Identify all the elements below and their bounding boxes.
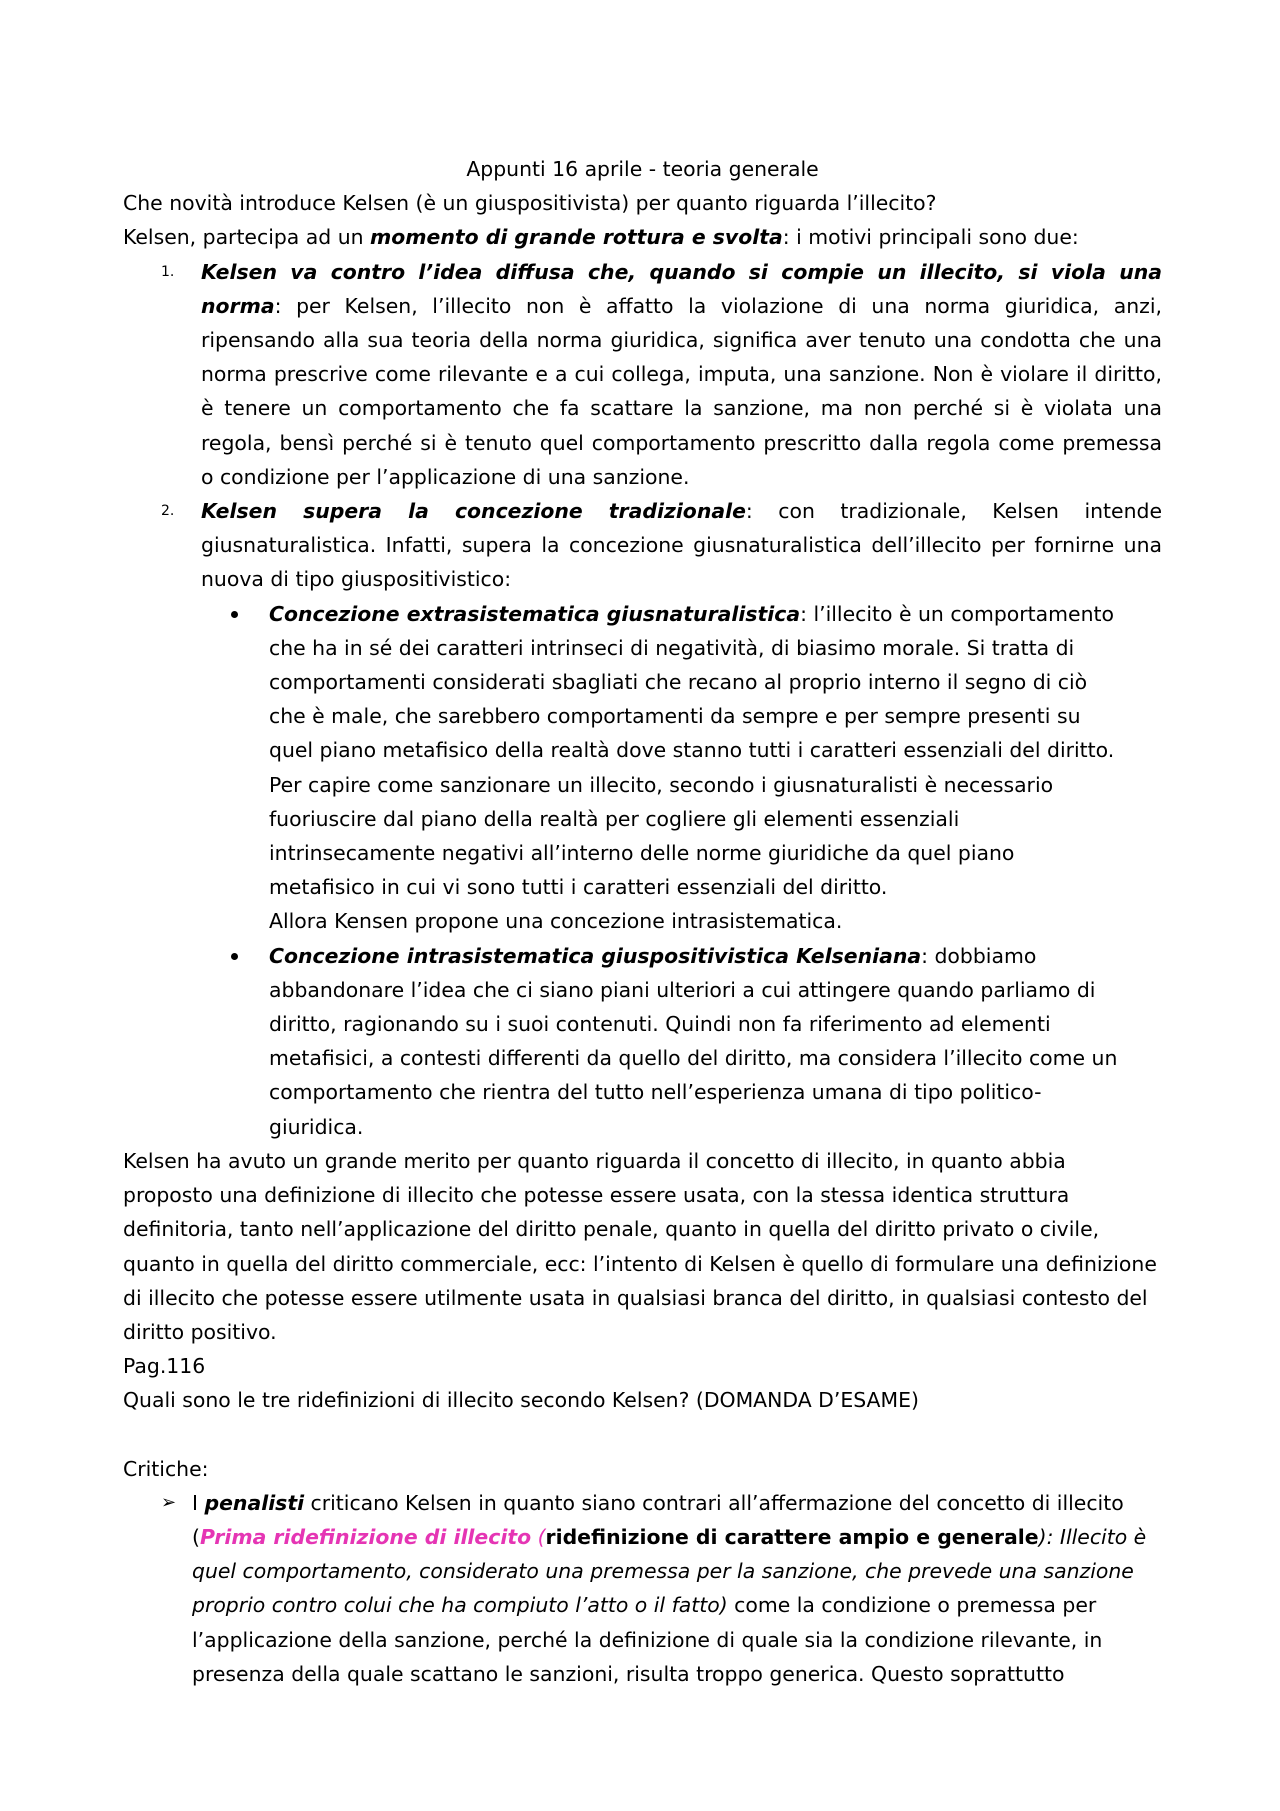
critique-text: come la condizione o premessa per l’applicazione della sanzione, perché la definizione di quale sia la condizione rilevante, in presenza della quale scattano le sanzioni, risulta troppo generica. Questo soprattutto [192, 1593, 1103, 1686]
conception-emphasis: Concezione extrasistematica giusnaturalistica [269, 601, 801, 626]
reason-emphasis: Kelsen va contro l’idea diffusa che, quando si compie un illecito, si viola una norma [201, 259, 1162, 318]
list-number: 2. [161, 503, 175, 520]
list-item [123, 494, 1162, 1144]
reason-text: : per Kelsen, l’illecito non è affatto la violazione di una norma giuridica, anzi, ripensando alla sua teoria della norma giuridica, significa aver tenuto una condotta che una norma prescrive come rilevante e a cui collega, imputa, una sanzione. Non è violare il diritto, è tenere un comportamento che fa scattare la sanzione, ma non perché si è violata una regola, bensì perché si è tenuto quel comportamento prescritto dalla regola come premessa o condizione per l’applicazione di una sanzione. [201, 293, 1162, 489]
intro-text-end: : i motivi principali sono due: [782, 225, 1079, 250]
blank-line [123, 1418, 1162, 1452]
reason-emphasis: Kelsen supera la concezione tradizionale [201, 499, 746, 524]
critiques-list [123, 1486, 1162, 1691]
list-number: 1. [161, 263, 175, 280]
intro-emphasis: momento di grande rottura e svolta [370, 225, 783, 250]
conception-conclusion: Allora Kensen propone una concezione intrasistematica. [269, 909, 843, 934]
question-exam: Quali sono le tre ridefinizioni di illecito secondo Kelsen? (DOMANDA D’ESAME) [123, 1388, 919, 1413]
page-reference: Pag.116 [123, 1354, 206, 1379]
list-item [123, 1486, 1162, 1691]
page-title: Appunti 16 aprile - teoria generale [466, 157, 819, 181]
question-novelty: Che novità introduce Kelsen (è un giuspositivista) per quanto riguarda l’illecito? [123, 191, 937, 216]
conception-text: : l’illecito è un comportamento che ha in sé dei caratteri intrinseci di negatività, di biasimo morale. Si tratta di comportamenti considerati sbagliati che recano al proprio interno il segno di ciò che è male, che sarebbero comportamenti da sempre e per sempre presenti su quel piano metafisico della realtà dove stanno tutti i caratteri essenziali del diritto. [269, 601, 1115, 763]
definition-bold: ridefinizione di carattere ampio e generale [545, 1524, 1039, 1549]
highlighted-paren: ( [531, 1524, 546, 1549]
definition-italic: ): Illecito è quel comportamento, considerato una premessa per la sanzione, che prevede una sanzione proprio contro colui che ha compiuto l’atto o il fatto) [192, 1524, 1147, 1618]
conceptions-list [201, 597, 1162, 1144]
conception-emphasis: Concezione intrasistematica giuspositivistica Kelseniana [269, 943, 922, 968]
intro-paragraph [123, 220, 1162, 254]
critique-text: criticano Kelsen in quanto siano contrari all’affermazione del concetto di illecito ( [192, 1490, 1124, 1549]
list-item [123, 597, 1162, 939]
critique-text: I [192, 1490, 205, 1515]
reasons-list [123, 255, 1162, 1144]
highlighted-definition: Prima ridefinizione di illecito [199, 1524, 532, 1549]
conception-text: : dobbiamo abbandonare l’idea che ci siano piani ulteriori a cui attingere quando parliamo di diritto, ragionando su i suoi contenuti. Quindi non fa riferimento ad elementi metafisici, a contesti differenti da quello del diritto, ma considera l’illecito come un comportamento che rientra del tutto nell’esperienza umana di tipo politico-giuridica. [269, 943, 1118, 1139]
critique-emphasis: penalisti [204, 1490, 305, 1515]
conception-continuation: Per capire come sanzionare un illecito, secondo i giusnaturalisti è necessario fuoriuscire dal piano della realtà per cogliere gli elementi essenziali intrinsecamente negativi all’interno delle norme giuridiche da quel piano metafisico in cui vi sono tutti i caratteri essenziali del diritto. [269, 772, 1054, 900]
bullet-icon [231, 953, 238, 960]
list-item [123, 939, 1162, 1144]
reason-text: : con tradizionale, Kelsen intende giusnaturalistica. Infatti, supera la concezione giusnaturalistica dell’illecito per fornirne una nuova di tipo giuspositivistico: [201, 499, 1163, 592]
merit-paragraph: Kelsen ha avuto un grande merito per quanto riguarda il concetto di illecito, in quanto abbia proposto una definizione di illecito che potesse essere usata, con la stessa identica struttura definitoria, tanto nell’applicazione del diritto penale, quanto in quella del diritto privato o civile, quanto in quella del diritto commerciale, ecc: l’intento di Kelsen è quello di formulare una definizione di illecito che potesse essere utilmente usata in qualsiasi branca del diritto, in qualsiasi contesto del diritto positivo. [123, 1148, 1157, 1344]
arrow-bullet-icon: ➢ [161, 1491, 177, 1513]
critiche-heading: Critiche: [123, 1456, 209, 1481]
bullet-icon [231, 611, 238, 618]
list-item [123, 255, 1162, 494]
intro-text: Kelsen, partecipa ad un [123, 225, 371, 250]
